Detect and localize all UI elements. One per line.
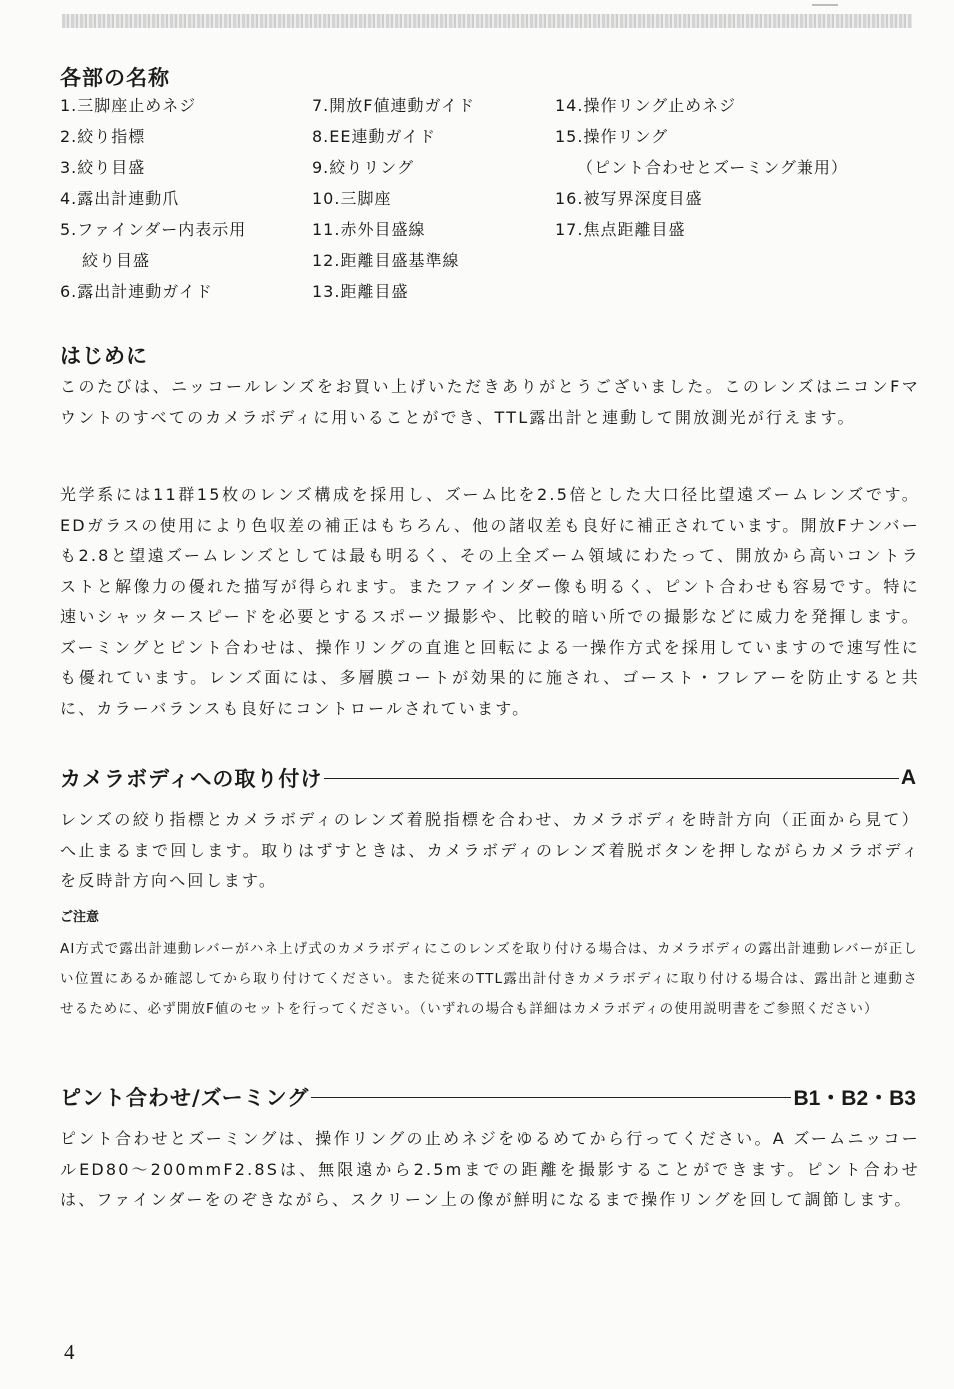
list-item: 1.三脚座止めネジ [60, 96, 197, 115]
focus-section-header [60, 1082, 916, 1112]
list-item: 16.被写界深度目盛 [555, 189, 703, 208]
list-item: 15.操作リング [555, 127, 669, 146]
parts-list-col3 [555, 95, 848, 250]
list-item: 6.露出計連動ガイド [60, 282, 213, 301]
mount-section-header [60, 763, 916, 793]
list-item: 9.絞りリング [312, 158, 414, 177]
list-item: 2.絞り指標 [60, 127, 146, 146]
caution-heading: ご注意 [60, 910, 100, 925]
list-item: 3.絞り目盛 [60, 158, 146, 177]
figure-reference: B1・B2・B3 [793, 1087, 916, 1110]
list-item: 10.三脚座 [312, 189, 392, 208]
top-scan-mark [812, 4, 838, 6]
list-item: 14.操作リング止めネジ [555, 96, 737, 115]
parts-heading: 各部の名称 [60, 66, 170, 90]
list-item: 13.距離目盛 [312, 282, 409, 301]
list-item: 12.距離目盛基準線 [312, 251, 460, 270]
list-item: 5.ファインダー内表示用 [60, 220, 247, 239]
list-item: 絞り目盛 [82, 251, 151, 270]
list-item: 17.焦点距離目盛 [555, 220, 686, 239]
parts-list-col1 [60, 95, 246, 312]
focus-paragraph: ピント合わせとズーミングは、操作リングの止めネジをゆるめてから行ってください。A ズームニッコールED80～200mmF2.8Sは、無限遠から2.5mまでの距離を撮影することができます。ピント合わせは、ファインダーをのぞきながら、スクリーン上の像が鮮明になるまで操作リングを回して調節します。 [60, 1129, 920, 1209]
intro-paragraph-2: 光学系には11群15枚のレンズ構成を採用し、ズーム比を2.5倍とした大口径比望遠ズームレンズです。EDガラスの使用により色収差の補正はもちろん、他の諸収差も良好に補正されています。開放Fナンバーも2.8と望遠ズームレンズとしては最も明るく、その上全ズーム領域にわたって、開放から高いコントラストと解像力の優れた描写が得られます。またファインダー像も明るく、ピント合わせも容易です。特に速いシャッタースピードを必要とするスポーツ撮影や、比較的暗い所での撮影などに威力を発揮します。ズーミングとピント合わせは、操作リングの直進と回転による一操作方式を採用していますので速写性にも優れています。レンズ面には、多層膜コートが効果的に施され、ゴースト・フレアーを防止すると共に、カラーバランスも良好にコントロールされています。 [60, 485, 921, 718]
intro-paragraph-1: このたびは、ニッコールレンズをお買い上げいただきありがとうございました。このレンズはニコンFマウントのすべてのカメラボディに用いることができ、TTL露出計と連動して開放測光が行えます。 [60, 377, 920, 427]
list-item: 4.露出計連動爪 [60, 189, 180, 208]
heading-rule [324, 778, 899, 779]
mount-heading: カメラボディへの取り付け [60, 767, 323, 791]
top-scan-band [62, 14, 912, 28]
list-item: 8.EE連動ガイド [312, 127, 437, 146]
figure-reference: A [900, 766, 916, 789]
intro-heading: はじめに [60, 344, 148, 368]
list-item: （ピント合わせとズーミング兼用） [577, 158, 848, 177]
focus-heading: ピント合わせ/ズーミング [60, 1086, 310, 1110]
parts-list-col2 [312, 95, 475, 312]
page-number: 4 [64, 1340, 75, 1364]
mount-paragraph: レンズの絞り指標とカメラボディのレンズ着脱指標を合わせ、カメラボディを時計方向（正面から見て）へ止まるまで回します。取りはずすときは、カメラボディのレンズ着脱ボタンを押しながらカメラボディを反時計方向へ回します。 [60, 810, 920, 890]
list-item: 7.開放F値連動ガイド [312, 96, 475, 115]
caution-paragraph: AI方式で露出計連動レバーがハネ上げ式のカメラボディにこのレンズを取り付ける場合は、カメラボディの露出計連動レバーが正しい位置にあるか確認してから取り付けてください。また従来のTTL露出計付きカメラボディに取り付ける場合は、露出計と連動させるために、必ず開放F値のセットを行ってください。（いずれの場合も詳細はカメラボディの使用説明書をご参照ください） [60, 941, 918, 1017]
list-item: 11.赤外目盛線 [312, 220, 426, 239]
heading-rule [311, 1097, 791, 1098]
